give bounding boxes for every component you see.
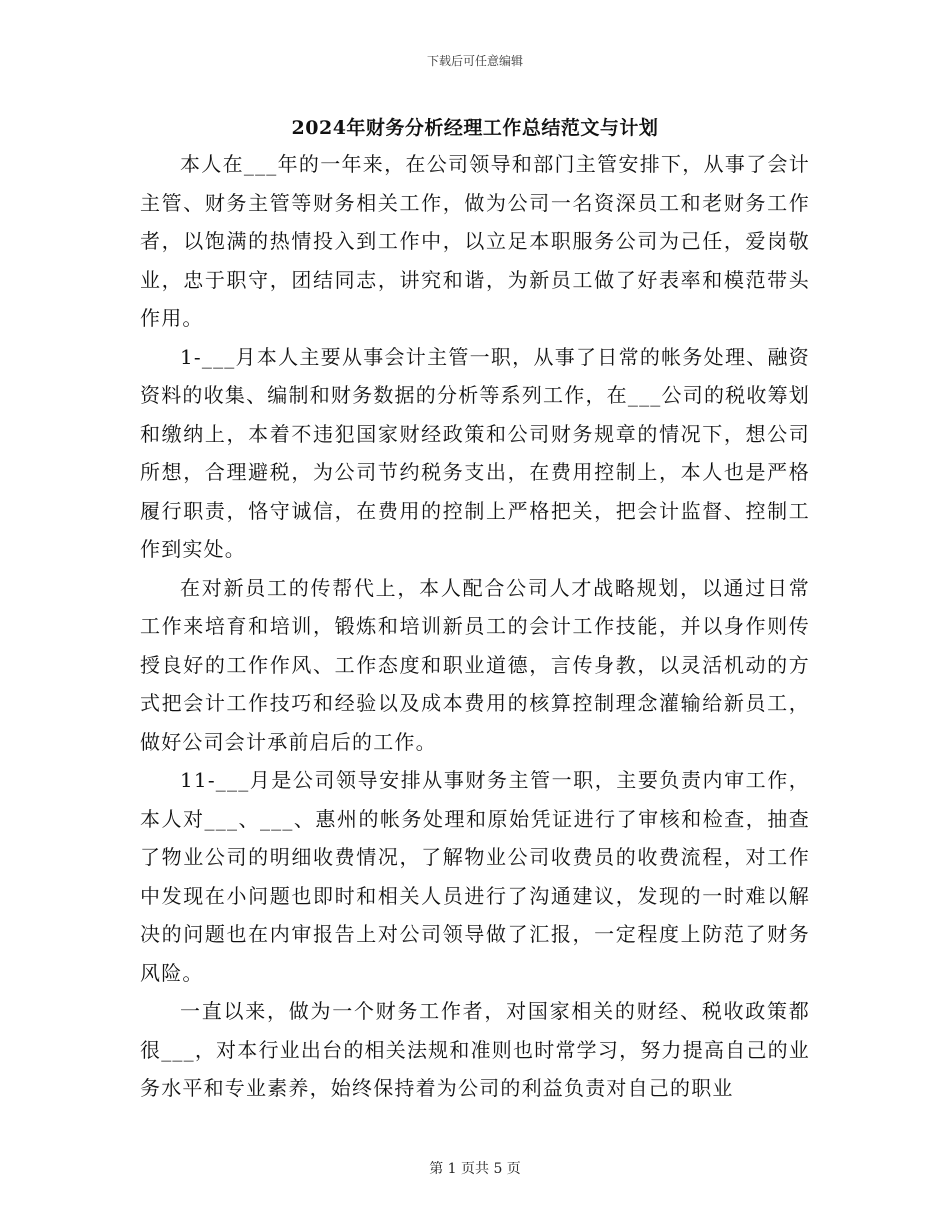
paragraph-5: 一直以来，做为一个财务工作者，对国家相关的财经、税收政策都很___，对本行业出台的相关法规和准则也时常学习，努力提高自己的业务水平和专业素养，始终保持着为公司的利益负责对自己的职业 — [140, 999, 810, 1100]
paragraph-2: 1-___月本人主要从事会计主管一职，从事了日常的帐务处理、融资资料的收集、编制和财务数据的分析等系列工作，在___公司的税收筹划和缴纳上，本着不违犯国家财经政策和公司财务规章的情况下，想公司所想，合理避税，为公司节约税务支出，在费用控制上，本人也是严格履行职责，恪守诚信，在费用的控制上严格把关，把会计监督、控制工作到实处。 — [140, 344, 810, 561]
paragraph-1: 本人在___年的一年来，在公司领导和部门主管安排下，从事了会计主管、财务主管等财务相关工作，做为公司一名资深员工和老财务工作者，以饱满的热情投入到工作中，以立足本职服务公司为己任，爱岗敬业，忠于职守，团结同志，讲究和谐，为新员工做了好表率和模范带头作用。 — [140, 152, 810, 330]
paragraph-4: 11-___月是公司领导安排从事财务主管一职，主要负责内审工作，本人对___、___、惠州的帐务处理和原始凭证进行了审核和检查，抽查了物业公司的明细收费情况，了解物业公司收费员的收费流程，对工作中发现在小问题也即时和相关人员进行了沟通建议，发现的一时难以解决的问题也在内审报告上对公司领导做了汇报，一定程度上防范了财务风险。 — [140, 768, 810, 985]
document-body — [140, 145, 810, 1108]
page-number-footer: 第 1 页共 5 页 — [429, 1161, 521, 1177]
document-title: 2024年财务分析经理工作总结范文与计划 — [291, 117, 659, 139]
page-header: 下载后可任意编辑 — [426, 54, 523, 68]
paragraph-3: 在对新员工的传帮代上，本人配合公司人才战略规划，以通过日常工作来培育和培训，锻炼和培训新员工的会计工作技能，并以身作则传授良好的工作作风、工作态度和职业道德，言传身教，以灵活机动的方式把会计工作技巧和经验以及成本费用的核算控制理念灌输给新员工，做好公司会计承前启后的工作。 — [140, 575, 810, 754]
